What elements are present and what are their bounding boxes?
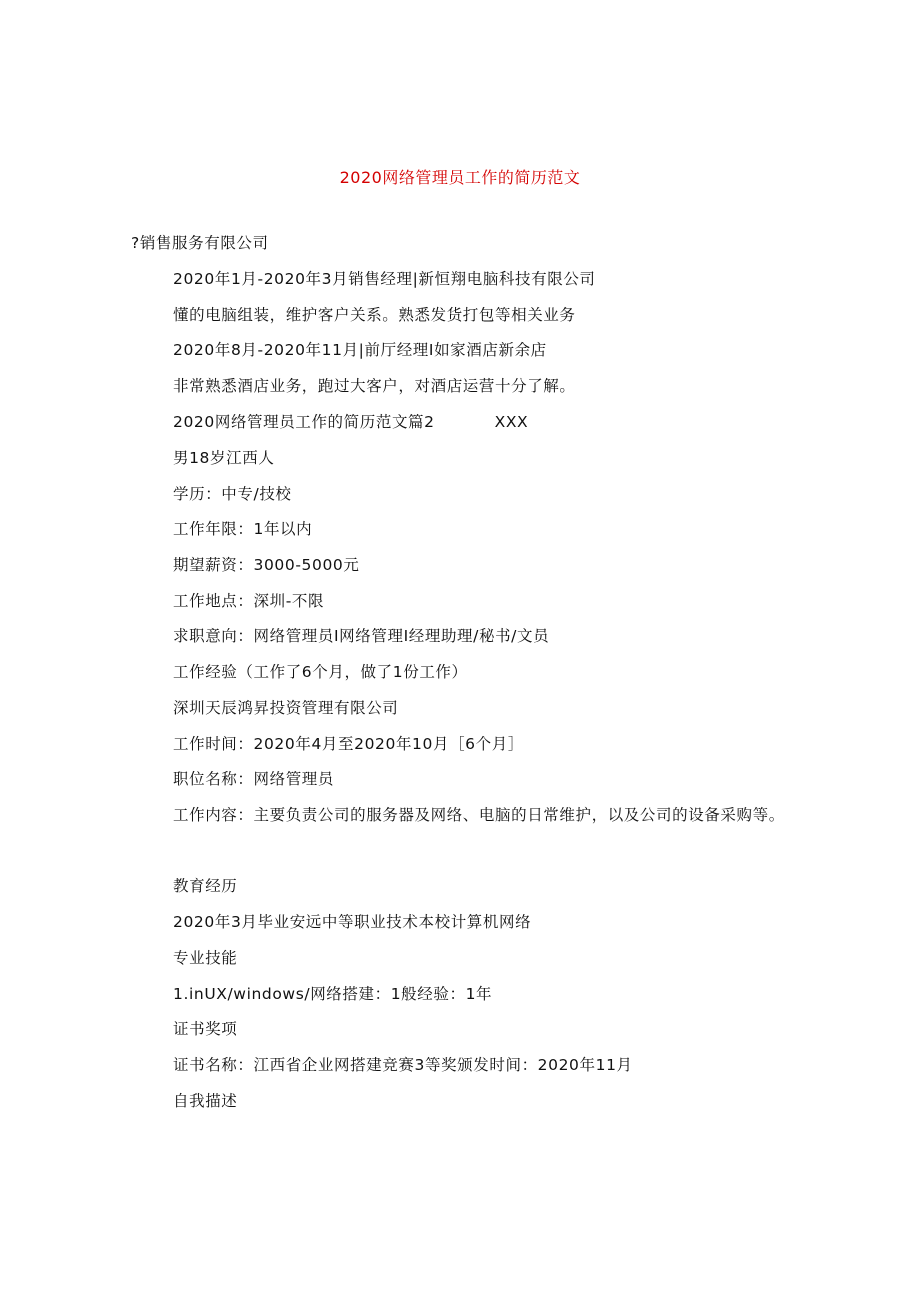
- self-description-heading: 自我描述: [173, 1092, 238, 1110]
- personal-info: 男18岁江西人: [173, 449, 275, 467]
- job-desc-2: 非常熟悉酒店业务，跑过大客户，对酒店运营十分了解。: [173, 377, 576, 395]
- expected-salary: 期望薪资：3000-5000元: [173, 556, 360, 574]
- work-years: 工作年限：1年以内: [173, 520, 313, 538]
- education-heading: 教育经历: [173, 877, 238, 895]
- work-period: 工作时间：2020年4月至2020年10月［6个月］: [173, 735, 524, 753]
- document-title: 2020网络管理员工作的简历范文: [339, 168, 581, 187]
- job-entry-1: 2020年1月-2020年3月销售经理|新恒翔电脑科技有限公司: [173, 270, 596, 288]
- skills-heading: 专业技能: [173, 949, 238, 967]
- section-heading-2: [173, 410, 528, 434]
- education-entry: 2020年3月毕业安远中等职业技术本校计算机网络: [173, 913, 532, 931]
- work-content: 工作内容：主要负责公司的服务器及网络、电脑的日常维护，以及公司的设备采购等。: [173, 806, 785, 824]
- awards-heading: 证书奖项: [173, 1020, 238, 1038]
- skills-entry: 1.inUX/windows/网络搭建：1般经验：1年: [173, 985, 493, 1003]
- position-name: 职位名称：网络管理员: [173, 770, 335, 788]
- job-entry-2: 2020年8月-2020年11月|前厅经理I如家酒店新余店: [173, 341, 547, 359]
- education-level: 学历：中专/技校: [173, 485, 292, 503]
- job-intention: 求职意向：网络管理员I网络管理I经理助理/秘书/文员: [173, 627, 550, 645]
- work-experience-heading: 工作经验（工作了6个月，做了1份工作）: [173, 663, 468, 681]
- awards-entry: 证书名称：江西省企业网搭建竞赛3等奖颁发时间：2020年11月: [173, 1056, 633, 1074]
- employer-name: 深圳天辰鸿昇投资管理有限公司: [173, 699, 399, 717]
- work-location: 工作地点：深圳-不限: [173, 592, 325, 610]
- job-desc-1: 懂的电脑组装，维护客户关系。熟悉发货打包等相关业务: [173, 306, 576, 324]
- candidate-name: XXX: [494, 413, 529, 431]
- company-line: ?销售服务有限公司: [131, 234, 269, 252]
- section-title: 2020网络管理员工作的简历范文篇2: [173, 413, 435, 431]
